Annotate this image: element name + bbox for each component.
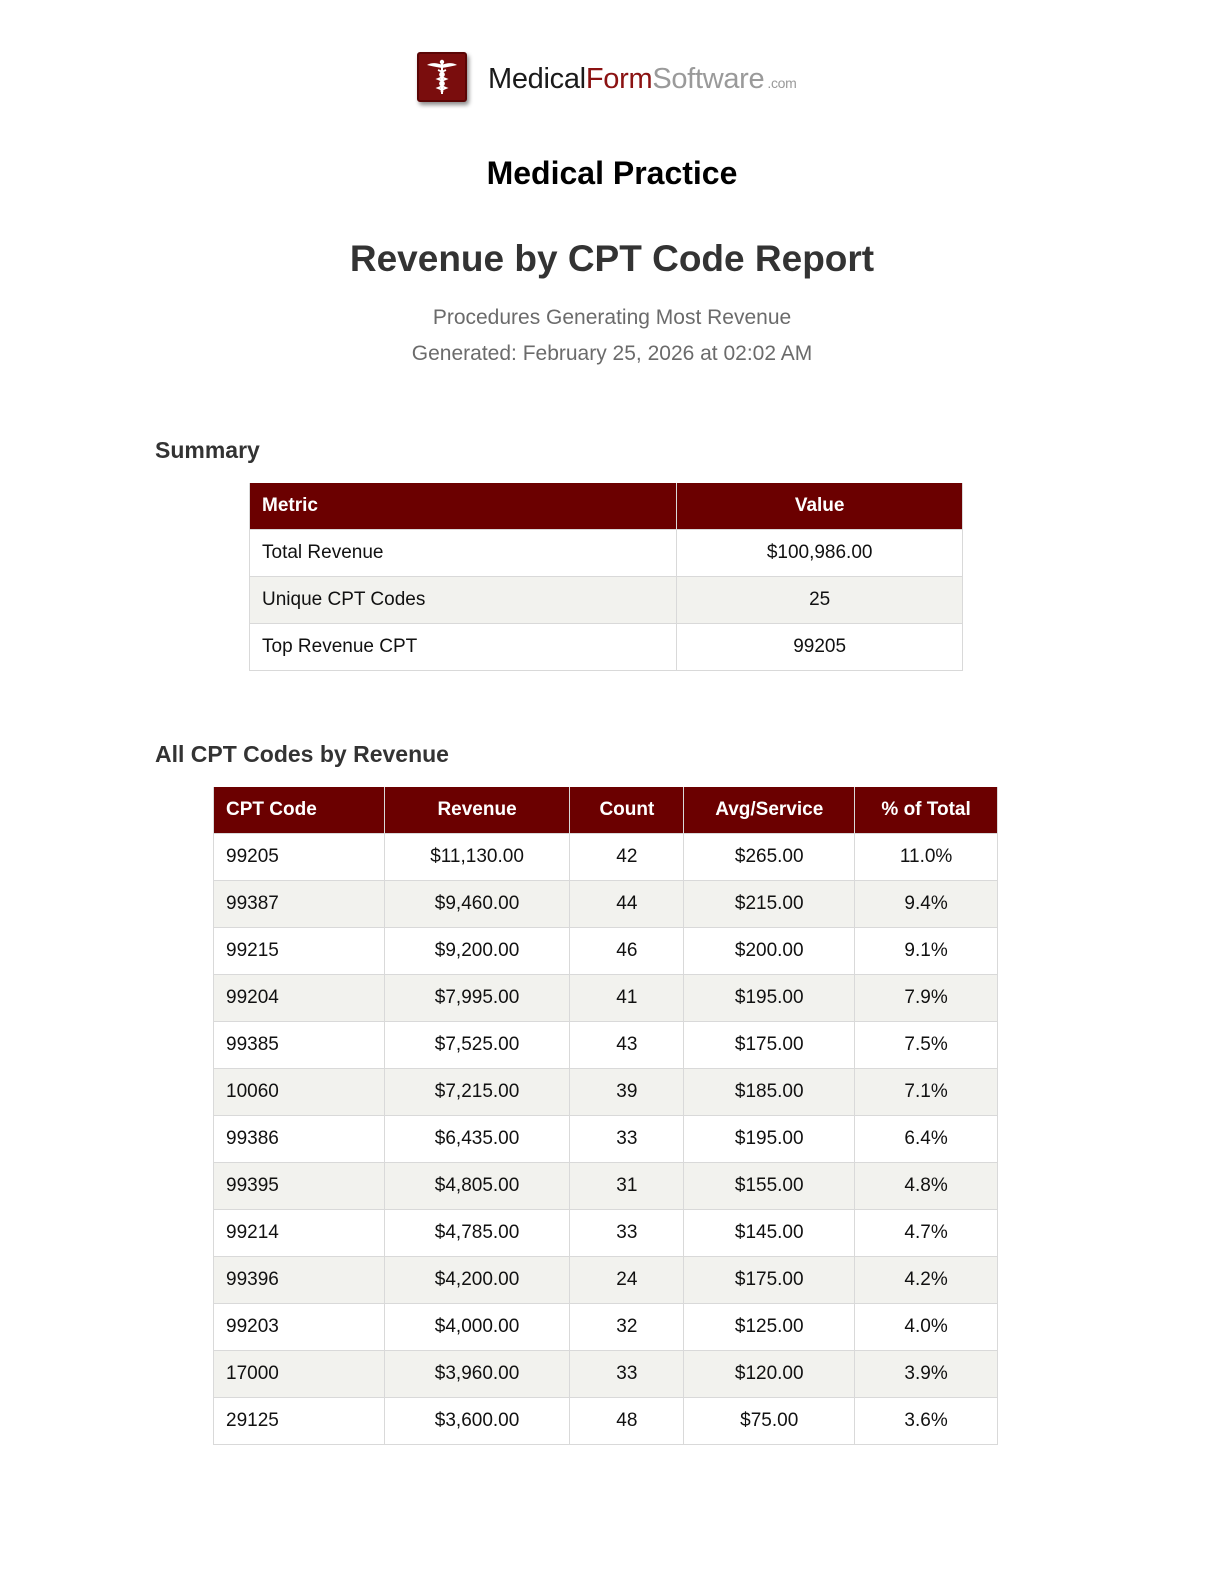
cpt-code-cell: 99385 [214, 1022, 385, 1069]
avg-service-cell: $195.00 [684, 1116, 855, 1163]
revenue-cell: $4,785.00 [384, 1210, 570, 1257]
table-row [214, 1257, 998, 1304]
count-cell: 41 [570, 975, 684, 1022]
brand-part-form: Form [585, 63, 653, 95]
cpt-code-cell: 99205 [214, 834, 385, 881]
summary-metric-cell: Total Revenue [250, 530, 677, 577]
revenue-cell: $4,805.00 [384, 1163, 570, 1210]
brand-header [0, 49, 1224, 107]
cpt-code-cell: 10060 [214, 1069, 385, 1116]
practice-name: Medical Practice [486, 155, 738, 191]
count-cell: 42 [570, 834, 684, 881]
pct-total-cell: 7.5% [855, 1022, 998, 1069]
brand-part-medical: Medical [488, 63, 586, 95]
count-cell: 46 [570, 928, 684, 975]
cpt-code-cell: 99214 [214, 1210, 385, 1257]
cpt-code-cell: 99203 [214, 1304, 385, 1351]
table-row [214, 834, 998, 881]
revenue-cell: $6,435.00 [384, 1116, 570, 1163]
revenue-cell: $3,600.00 [384, 1398, 570, 1445]
table-row [214, 928, 998, 975]
pct-total-cell: 9.1% [855, 928, 998, 975]
pct-total-cell: 3.6% [855, 1398, 998, 1445]
cpt-header-row [214, 787, 998, 834]
summary-header-row [250, 483, 963, 530]
column-header-metric: Metric [250, 483, 677, 530]
table-row [214, 1116, 998, 1163]
avg-service-cell: $155.00 [684, 1163, 855, 1210]
cpt-revenue-table [213, 787, 998, 1445]
count-cell: 33 [570, 1210, 684, 1257]
cpt-code-cell: 99386 [214, 1116, 385, 1163]
avg-service-cell: $125.00 [684, 1304, 855, 1351]
count-cell: 39 [570, 1069, 684, 1116]
pct-total-cell: 4.0% [855, 1304, 998, 1351]
table-row [214, 1163, 998, 1210]
avg-service-cell: $120.00 [684, 1351, 855, 1398]
summary-value-cell: 25 [677, 577, 963, 624]
pct-total-cell: 4.2% [855, 1257, 998, 1304]
pct-total-cell: 9.4% [855, 881, 998, 928]
summary-row [250, 530, 963, 577]
cpt-code-cell: 99204 [214, 975, 385, 1022]
count-cell: 33 [570, 1116, 684, 1163]
count-cell: 31 [570, 1163, 684, 1210]
count-cell: 32 [570, 1304, 684, 1351]
column-header-count: Count [570, 787, 684, 834]
table-row [214, 1351, 998, 1398]
revenue-cell: $4,200.00 [384, 1257, 570, 1304]
pct-total-cell: 11.0% [855, 834, 998, 881]
cpt-code-cell: 29125 [214, 1398, 385, 1445]
cpt-code-cell: 17000 [214, 1351, 385, 1398]
avg-service-cell: $185.00 [684, 1069, 855, 1116]
summary-value-cell: $100,986.00 [677, 530, 963, 577]
table-row [214, 1398, 998, 1445]
count-cell: 44 [570, 881, 684, 928]
report-title: Revenue by CPT Code Report [349, 238, 875, 279]
pct-total-cell: 4.8% [855, 1163, 998, 1210]
cpt-code-cell: 99387 [214, 881, 385, 928]
column-header-pct-total: % of Total [855, 787, 998, 834]
revenue-cell: $9,200.00 [384, 928, 570, 975]
pct-total-cell: 7.9% [855, 975, 998, 1022]
avg-service-cell: $175.00 [684, 1257, 855, 1304]
avg-service-cell: $200.00 [684, 928, 855, 975]
brand-wordmark [488, 61, 797, 101]
revenue-cell: $4,000.00 [384, 1304, 570, 1351]
revenue-cell: $7,215.00 [384, 1069, 570, 1116]
cpt-code-cell: 99395 [214, 1163, 385, 1210]
brand-suffix: .com [767, 75, 797, 91]
pct-total-cell: 7.1% [855, 1069, 998, 1116]
caduceus-icon [417, 52, 467, 102]
summary-row [250, 624, 963, 671]
avg-service-cell: $75.00 [684, 1398, 855, 1445]
summary-table [249, 483, 963, 671]
column-header-value: Value [677, 483, 963, 530]
avg-service-cell: $145.00 [684, 1210, 855, 1257]
revenue-cell: $7,995.00 [384, 975, 570, 1022]
pct-total-cell: 3.9% [855, 1351, 998, 1398]
count-cell: 24 [570, 1257, 684, 1304]
avg-service-cell: $195.00 [684, 975, 855, 1022]
table-row [214, 975, 998, 1022]
table-row [214, 1022, 998, 1069]
report-subtitle: Procedures Generating Most Revenue [432, 306, 792, 329]
summary-metric-cell: Unique CPT Codes [250, 577, 677, 624]
count-cell: 43 [570, 1022, 684, 1069]
count-cell: 33 [570, 1351, 684, 1398]
revenue-cell: $3,960.00 [384, 1351, 570, 1398]
table-row [214, 881, 998, 928]
revenue-cell: $11,130.00 [384, 834, 570, 881]
pct-total-cell: 4.7% [855, 1210, 998, 1257]
cpt-code-cell: 99215 [214, 928, 385, 975]
revenue-cell: $7,525.00 [384, 1022, 570, 1069]
summary-row [250, 577, 963, 624]
table-row [214, 1304, 998, 1351]
table-row [214, 1210, 998, 1257]
brand-part-software: Software [652, 63, 765, 95]
summary-metric-cell: Top Revenue CPT [250, 624, 677, 671]
revenue-cell: $9,460.00 [384, 881, 570, 928]
avg-service-cell: $175.00 [684, 1022, 855, 1069]
count-cell: 48 [570, 1398, 684, 1445]
pct-total-cell: 6.4% [855, 1116, 998, 1163]
cpt-section-heading: All CPT Codes by Revenue [155, 741, 449, 767]
avg-service-cell: $265.00 [684, 834, 855, 881]
generated-timestamp: Generated: February 25, 2026 at 02:02 AM [411, 342, 813, 365]
column-header-revenue: Revenue [384, 787, 570, 834]
summary-value-cell: 99205 [677, 624, 963, 671]
cpt-code-cell: 99396 [214, 1257, 385, 1304]
summary-heading: Summary [155, 437, 260, 463]
column-header-cpt-code: CPT Code [214, 787, 385, 834]
table-row [214, 1069, 998, 1116]
avg-service-cell: $215.00 [684, 881, 855, 928]
column-header-avg-service: Avg/Service [684, 787, 855, 834]
